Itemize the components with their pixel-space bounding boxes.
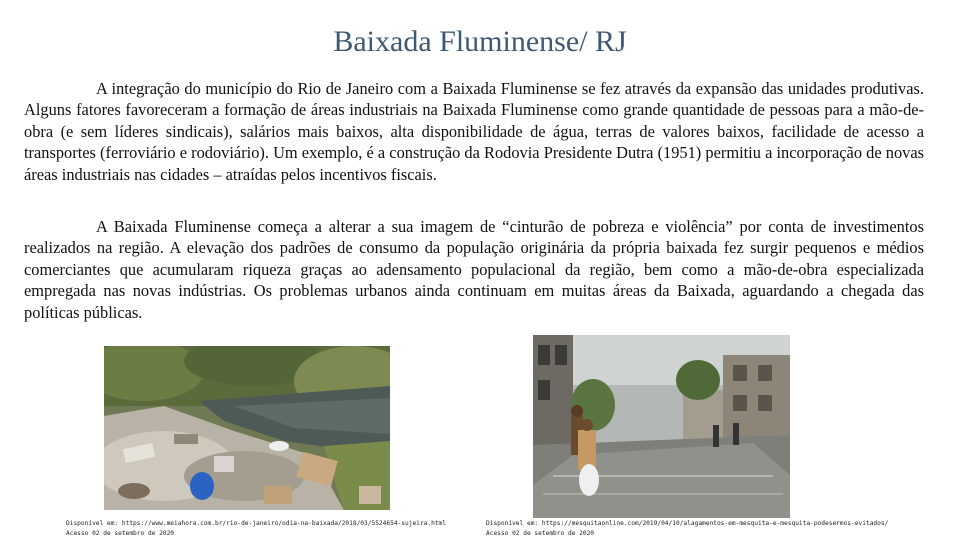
image-credit-1 — [66, 519, 446, 539]
credit-access-date: Acesso 02 de setembro de 2020 — [66, 530, 175, 537]
credit-source: Disponível em: https://www.meiahora.com.br/rio-de-janeiro/odia-na-baixada/2018/03/5524654-sujeira.html — [66, 520, 446, 527]
image-credit-2 — [486, 519, 888, 539]
slide-title: Baixada Fluminense/ RJ — [333, 25, 627, 58]
trash-by-river-photo — [104, 346, 390, 510]
credit-source: Disponível em: https://mesquitaonline.com/2019/04/10/alagamentos-em-mesquita-e-mesquita-podesermos-evitados/ — [486, 520, 889, 527]
credit-access-date: Acesso 02 de setembro de 2020 — [486, 530, 595, 537]
flooded-street-photo — [533, 335, 790, 518]
paragraph-2 — [24, 216, 924, 323]
paragraph-1-text: A integração do município do Rio de Janeiro com a Baixada Fluminense se fez através da expansão das unidades produtivas. Alguns fatores favoreceram a formação de áreas industriais na Baixada Fluminense como grande quantidade de pessoas para a mão-de-obra (e sem líderes sindicais), salários mais baixos, alta disponibilidade de água, terras de valores baixos, facilidade de acesso a transportes (ferroviário e rodoviário). Um exemplo, é a construção da Rodovia Presidente Dutra (1951) permitiu a incorporação de novas áreas industriais nas cidades – atraídas pelos incentivos fiscais. — [24, 79, 924, 184]
paragraph-1 — [24, 78, 924, 185]
paragraph-2-text: A Baixada Fluminense começa a alterar a sua imagem de “cinturão de pobreza e violência” por conta de investimentos realizados na região. A elevação dos padrões de consumo da população originária da própria baixada fez surgir pequenos e médios comerciantes que acumularam riqueza graças ao adensamento populacional da região, bem como a mão-de-obra especializada empregada nas novas indústrias. Os problemas urbanos ainda continuam em muitas áreas da Baixada, aguardando a chegada das políticas públicas. — [24, 217, 924, 322]
